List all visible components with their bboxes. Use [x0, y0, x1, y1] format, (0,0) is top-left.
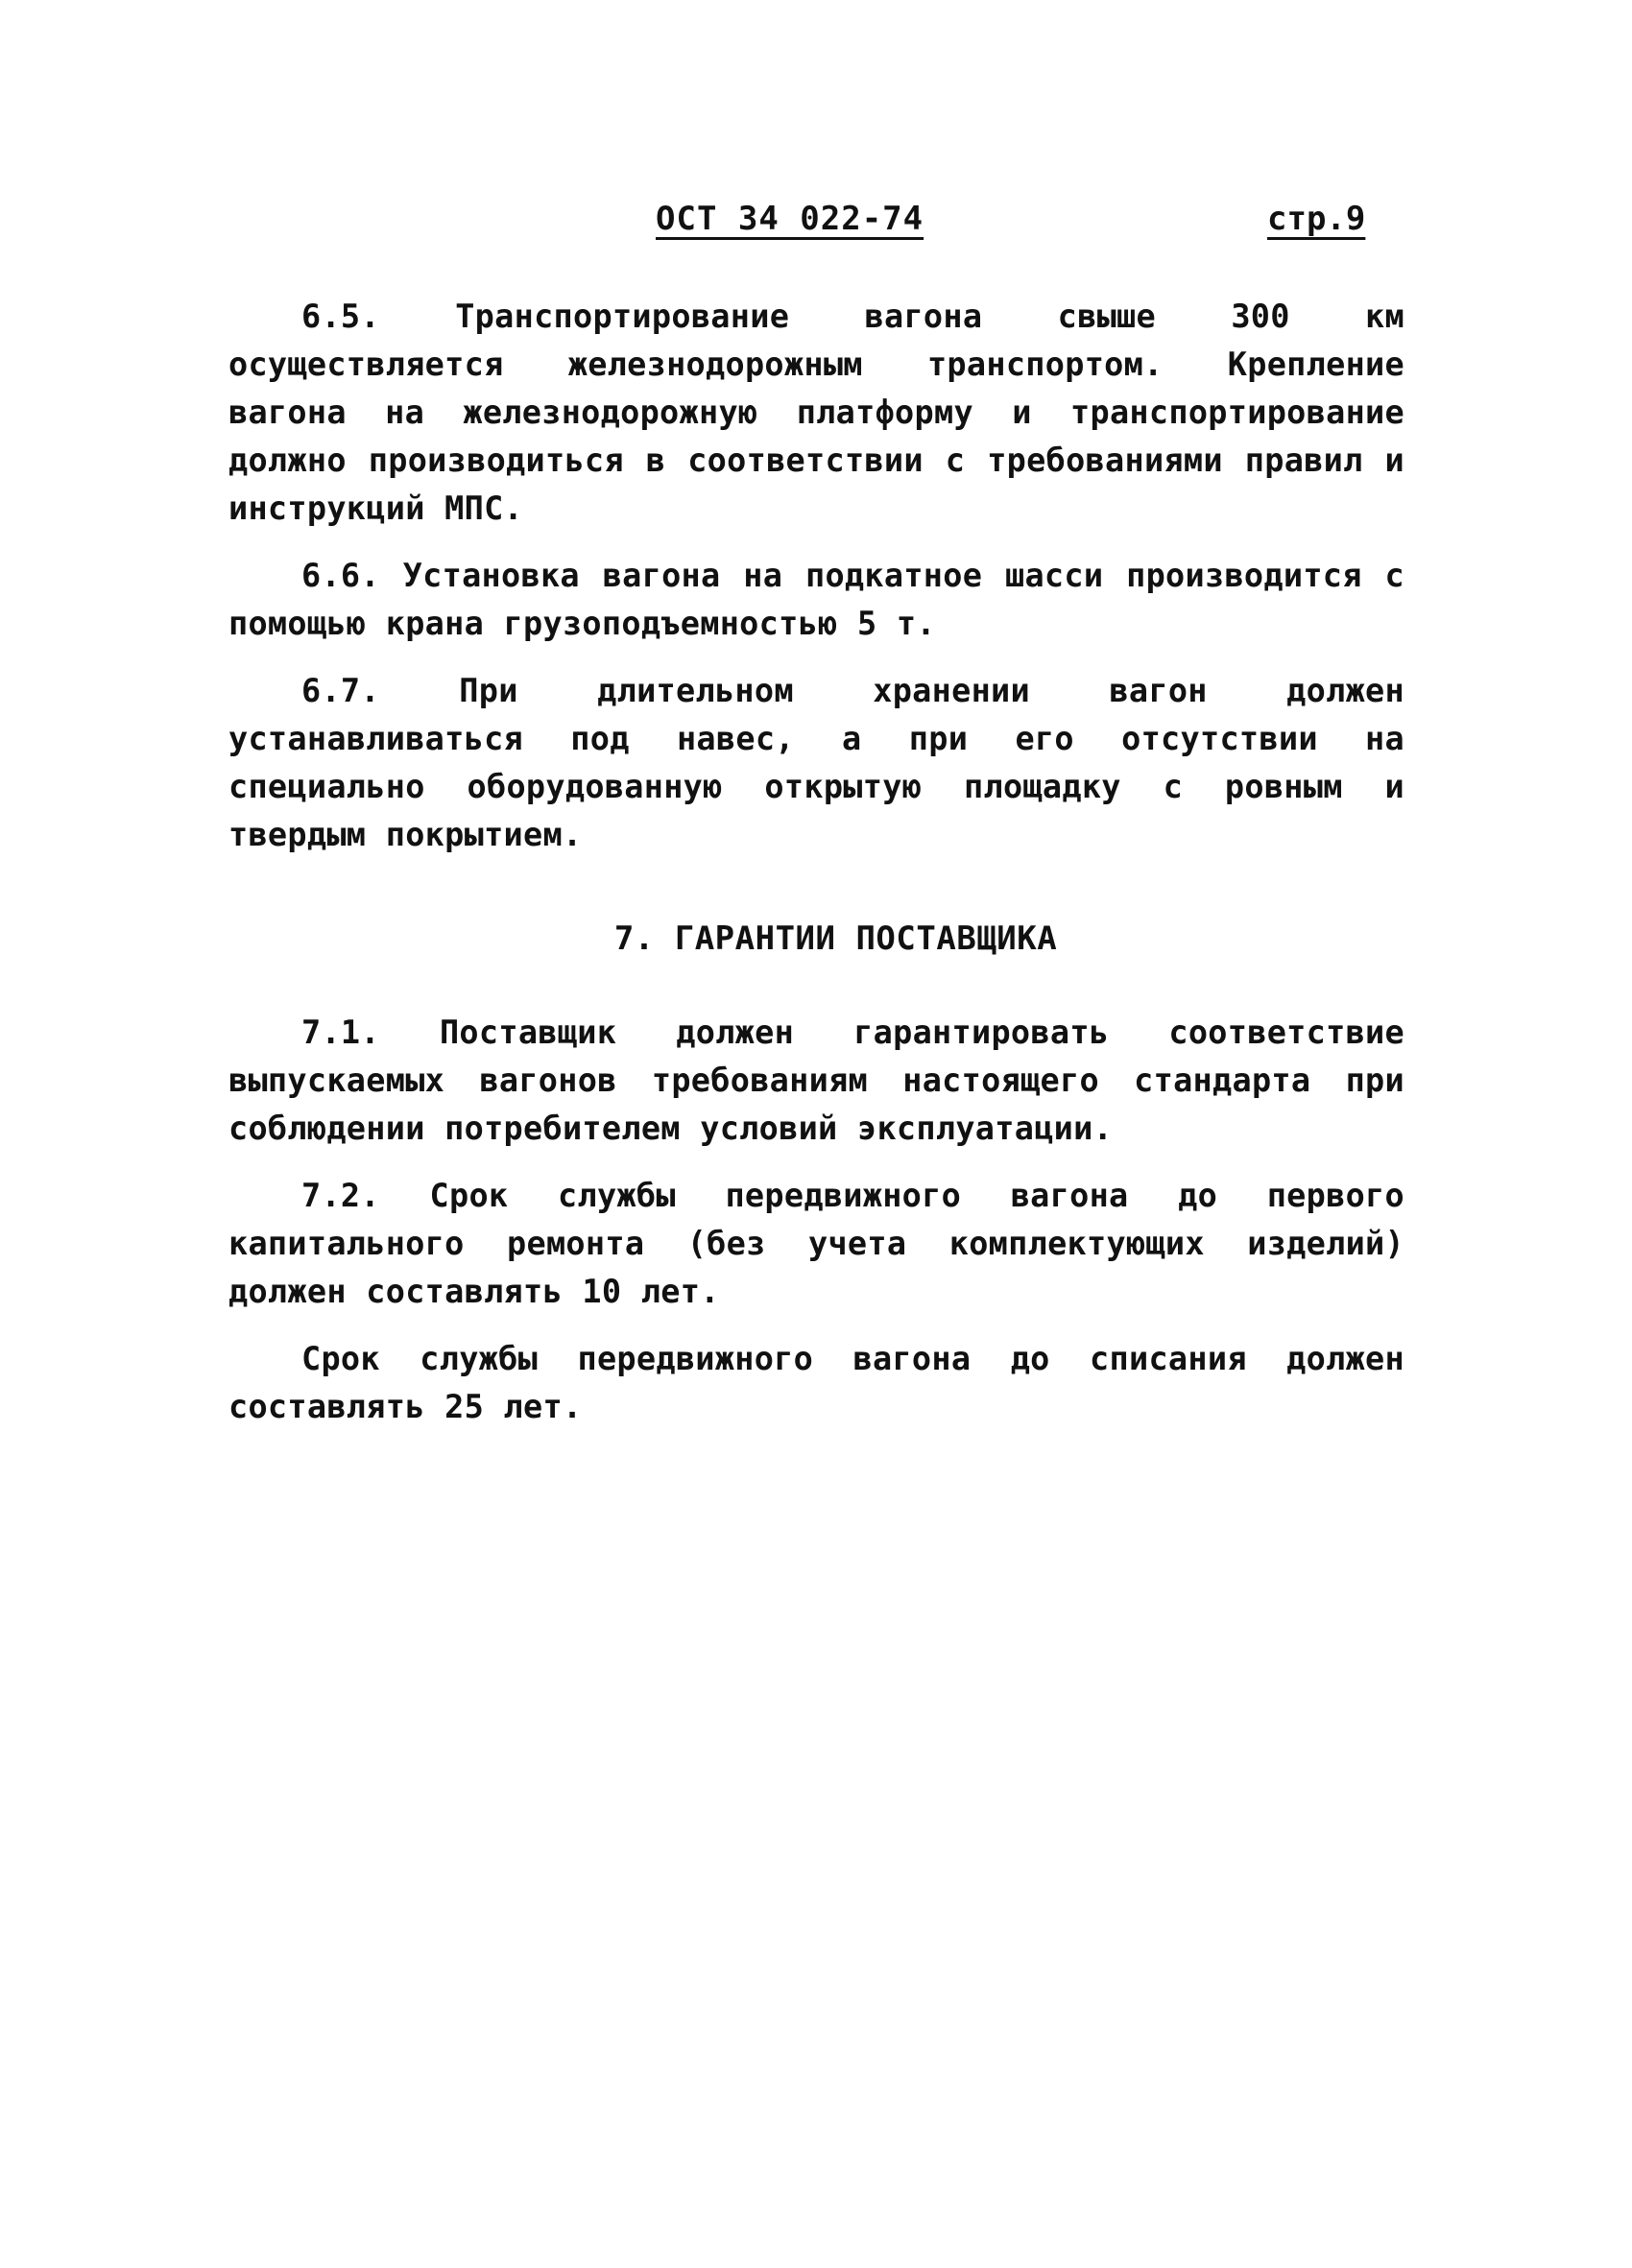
clause-7-2: 7.2. Срок службы передвижного вагона до первого капитального ремонта (без учета комплектующих изделий) должен составлять 10 лет. — [228, 1177, 1404, 1310]
page-header — [0, 200, 1632, 257]
clause-7-1: 7.1. Поставщик должен гарантировать соответствие выпускаемых вагонов требованиям настоящего стандарта при соблюдении потребителем условий эксплуатации. — [228, 1014, 1404, 1147]
page-number: стр.9 — [1267, 200, 1366, 238]
clause-7-2-continued: Срок службы передвижного вагона до списания должен составлять 25 лет. — [228, 1340, 1404, 1425]
section-heading: 7. ГАРАНТИИ ПОСТАВЩИКА — [613, 919, 1058, 958]
clause-6-6: 6.6. Установка вагона на подкатное шасси производится с помощью крана грузоподъемностью 5 т. — [228, 557, 1404, 642]
document-code: ОСТ 34 022-74 — [656, 200, 924, 238]
document-body — [228, 293, 1404, 1450]
clause-6-5: 6.5. Транспортирование вагона свыше 300 км осуществляется железнодорожным транспортом. Крепление вагона на железнодорожную платформу и транспортирование должно производиться в соответствии с требованиями правил и инструкций МПС. — [228, 298, 1404, 527]
clause-6-7: 6.7. При длительном хранении вагон должен устанавливаться под навес, а при его отсутствии на специально оборудованную открытую площадку с ровным и твердым покрытием. — [228, 672, 1404, 853]
